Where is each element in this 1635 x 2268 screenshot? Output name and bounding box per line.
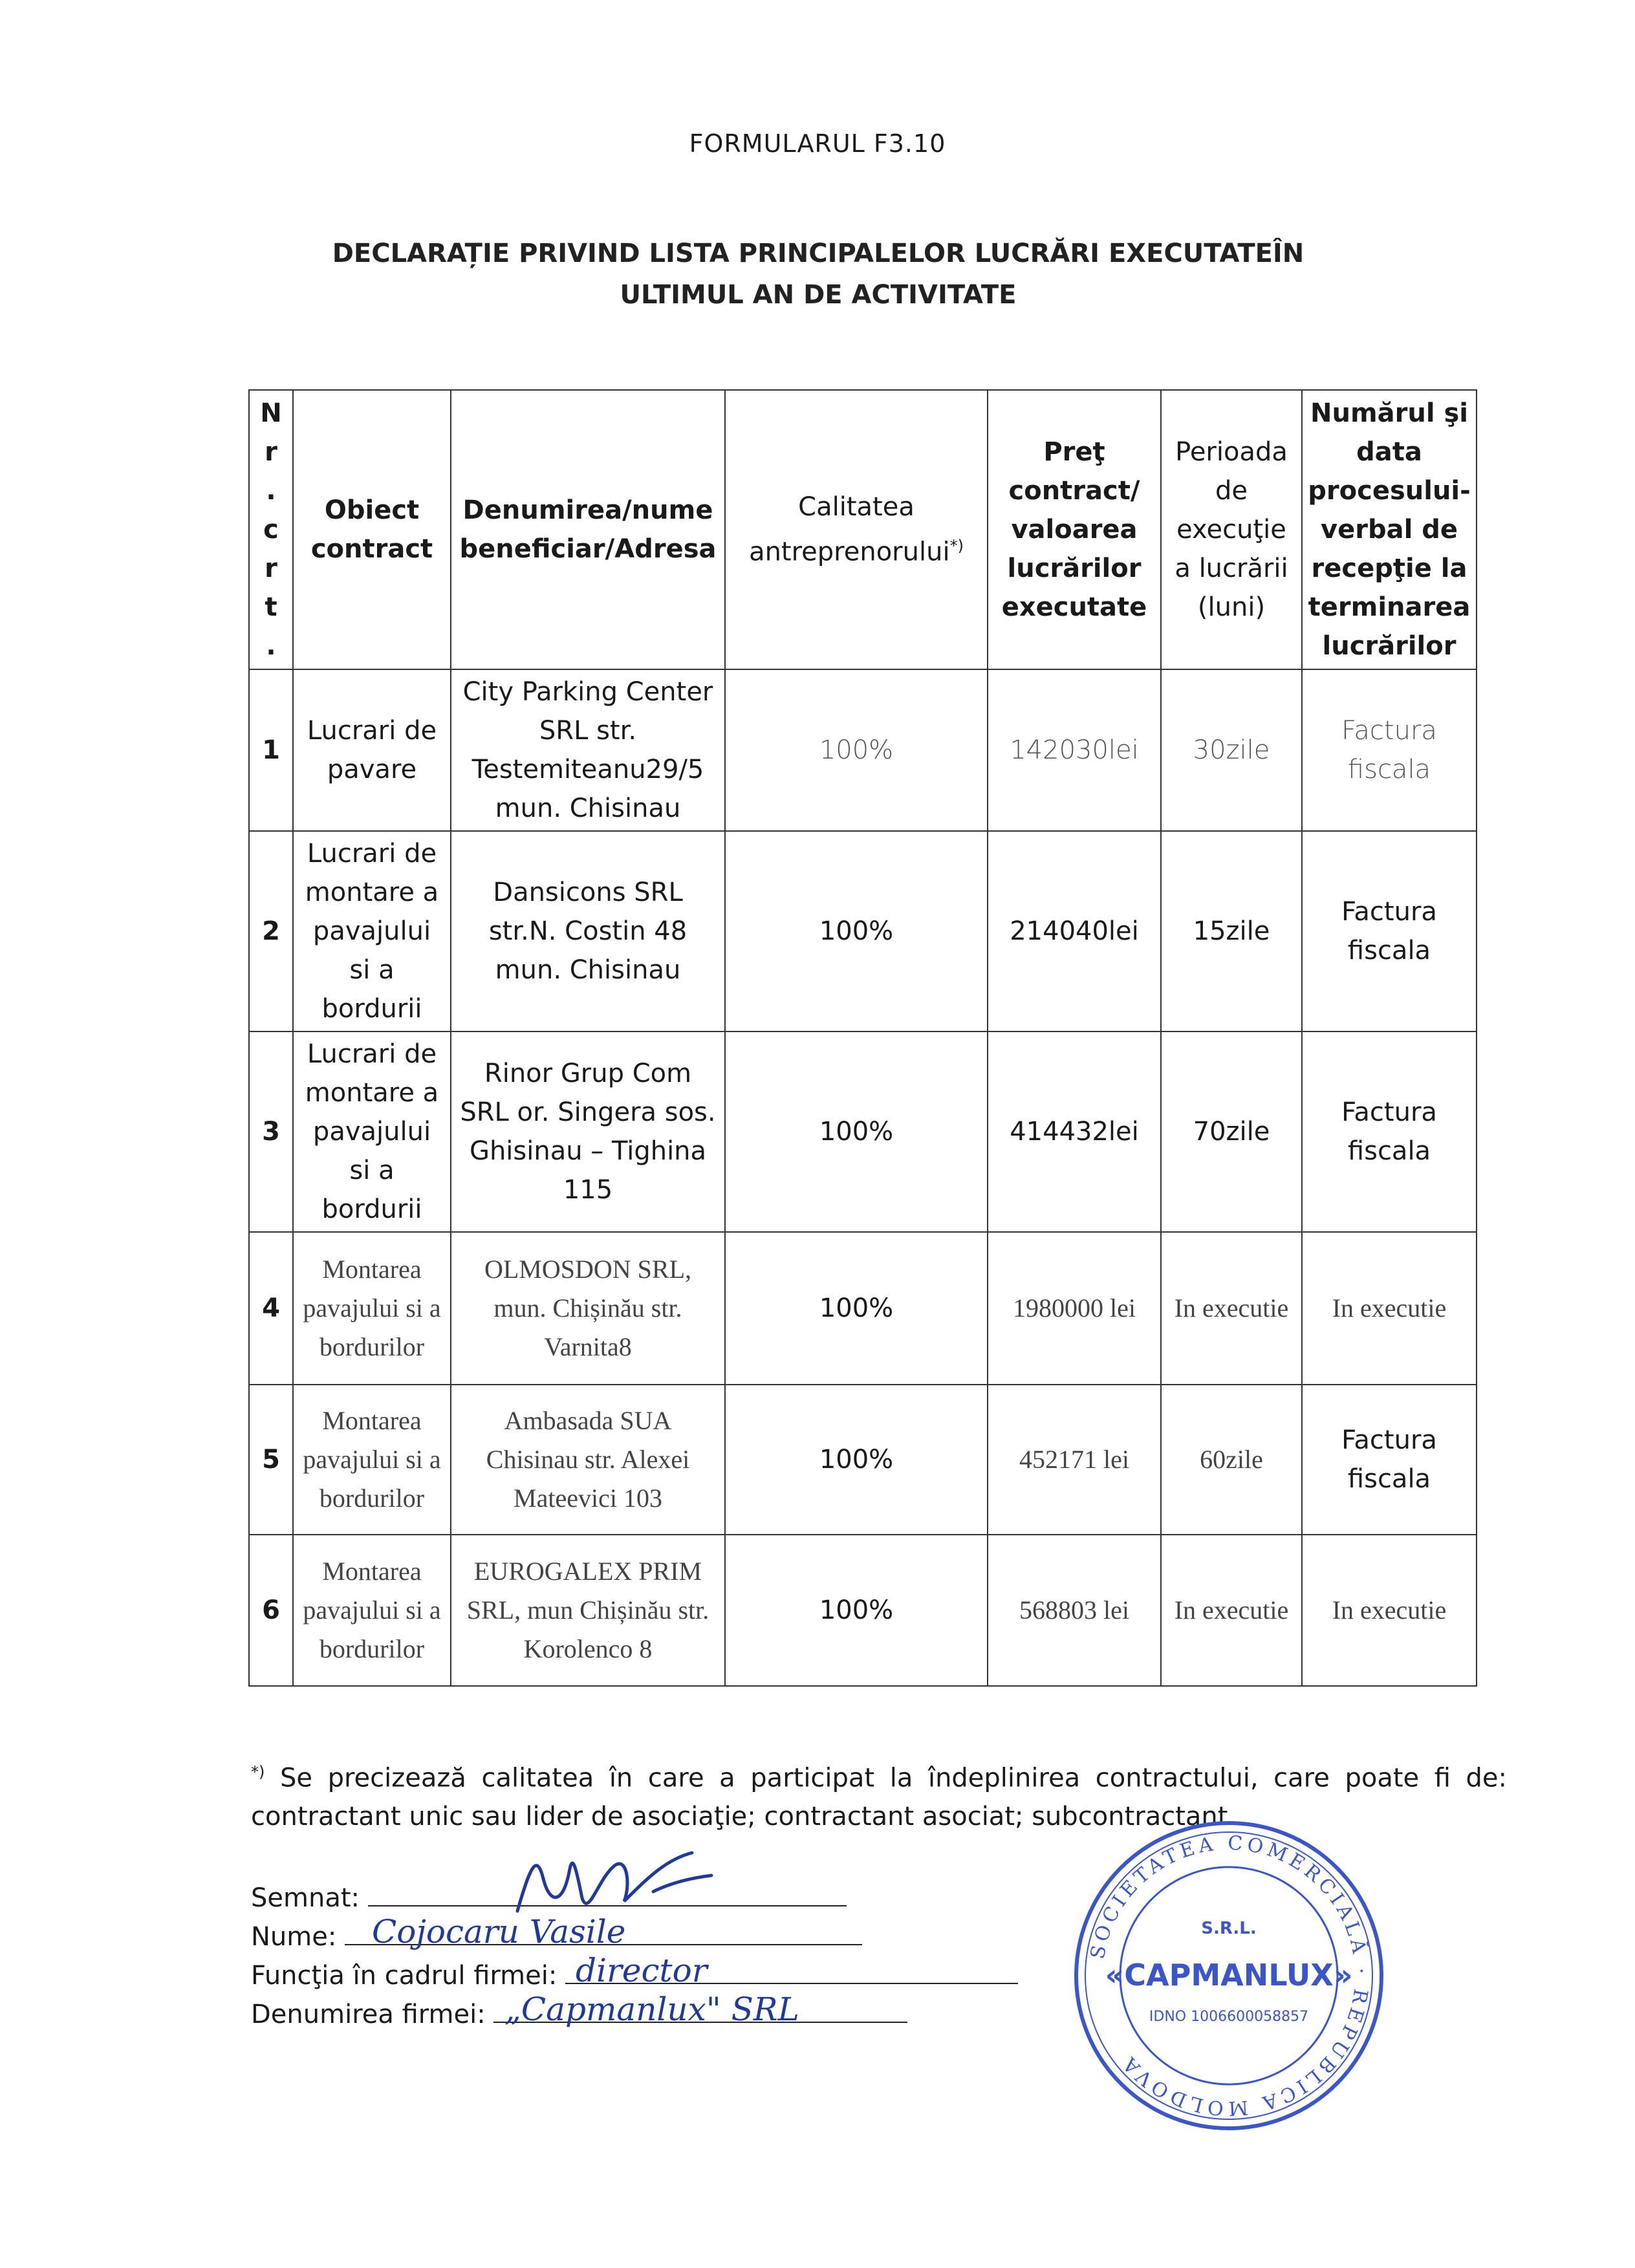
header-object: Obiect contract: [293, 390, 451, 669]
row-price: 1980000 lei: [988, 1232, 1161, 1385]
row-nr: 1: [249, 669, 293, 831]
row-beneficiary: OLMOSDON SRL, mun. Chișinău str. Varnita8: [451, 1232, 725, 1385]
row-quality: 100%: [725, 1232, 988, 1385]
row-price: 142030lei: [988, 669, 1161, 831]
function-handwritten: director: [576, 1952, 708, 1989]
row-quality: 100%: [725, 669, 988, 831]
row-object: Lucrari de montare a pavajului si a bordurii: [293, 831, 451, 1031]
footnote-line-1: Se precizează calitatea în care a participat la îndeplinirea contractului, care poate fi de:: [279, 1763, 1508, 1793]
row-period: In executie: [1161, 1535, 1302, 1686]
row-object: Montarea pavajului si a bordurilor: [293, 1232, 451, 1385]
header-period: Perioada de execuţie a lucrării (luni): [1161, 390, 1302, 669]
row-object: Lucrari de pavare: [293, 669, 451, 831]
row-nr: 5: [249, 1385, 293, 1535]
function-label: Funcţia în cadrul firmei:: [251, 1961, 558, 1991]
table-row: [249, 1031, 1477, 1232]
row-beneficiary: Ambasada SUA Chisinau str. Alexei Mateevici 103: [451, 1385, 725, 1535]
stamp-name: «CAPMANLUX»: [1105, 1958, 1353, 1993]
name-handwritten: Cojocaru Vasile: [372, 1913, 626, 1950]
row-nr: 2: [249, 831, 293, 1031]
row-quality: 100%: [725, 1535, 988, 1686]
row-reception: Factura fiscala: [1302, 669, 1477, 831]
stamp-srl: S.R.L.: [1201, 1919, 1257, 1938]
row-price: 214040lei: [988, 831, 1161, 1031]
header-nr-crt: N r . c r t .: [249, 390, 293, 669]
table-row: [249, 669, 1477, 831]
row-period: 60zile: [1161, 1385, 1302, 1535]
table-row: [249, 1385, 1477, 1535]
row-reception: Factura fiscala: [1302, 1385, 1477, 1535]
name-label: Nume:: [251, 1922, 337, 1952]
form-code: FORMULARUL F3.10: [689, 129, 946, 158]
row-beneficiary: Dansicons SRL str.N. Costin 48 mun. Chisinau: [451, 831, 725, 1031]
row-beneficiary: Rinor Grup Com SRL or. Singera sos. Ghisinau – Tighina 115: [451, 1031, 725, 1232]
table-header-row: [249, 390, 1477, 669]
table-row: [249, 1232, 1477, 1385]
row-period: 30zile: [1161, 669, 1302, 831]
document-title: DECLARAȚIE PRIVIND LISTA PRINCIPALELOR LUCRĂRI EXECUTATEÎN ULTIMUL AN DE ACTIVITATE: [332, 239, 1305, 310]
company-stamp: [1067, 1814, 1391, 2137]
row-period: 70zile: [1161, 1031, 1302, 1232]
company-handwritten: „Capmanlux" SRL: [504, 1991, 799, 2028]
row-reception: Factura fiscala: [1302, 1031, 1477, 1232]
table-row: [249, 831, 1477, 1031]
row-period: 15zile: [1161, 831, 1302, 1031]
table-row: [249, 1535, 1477, 1686]
stamp-idno: IDNO 1006600058857: [1149, 2009, 1309, 2025]
row-reception: In executie: [1302, 1535, 1477, 1686]
row-object: Montarea pavajului si a bordurilor: [293, 1385, 451, 1535]
row-nr: 4: [249, 1232, 293, 1385]
row-beneficiary: EUROGALEX PRIM SRL, mun Chișinău str. Korolenco 8: [451, 1535, 725, 1686]
row-period: In executie: [1161, 1232, 1302, 1385]
row-reception: In executie: [1302, 1232, 1477, 1385]
row-beneficiary: City Parking Center SRL str. Testemiteanu29/5 mun. Chisinau: [451, 669, 725, 831]
row-nr: 6: [249, 1535, 293, 1686]
row-quality: 100%: [725, 1031, 988, 1232]
footnote-line-2: contractant unic sau lider de asociaţie; contractant asociat; subcontractant.: [251, 1802, 1237, 1832]
header-quality: Calitatea antreprenorului*): [725, 390, 988, 669]
row-price: 568803 lei: [988, 1535, 1161, 1686]
row-quality: 100%: [725, 831, 988, 1031]
header-reception: Numărul şi data procesului-verbal de recepţie la terminarea lucrărilor: [1302, 390, 1477, 669]
row-reception: Factura fiscala: [1302, 831, 1477, 1031]
works-table: [248, 389, 1477, 1687]
stamp-ring-text: SOCIETATEA COMERCIALĂ · REPUBLICA MOLDOVA: [1086, 1831, 1373, 2120]
header-beneficiary: Denumirea/nume beneficiar/Adresa: [451, 390, 725, 669]
company-label: Denumirea firmei:: [251, 2000, 486, 2029]
row-object: Lucrari de montare a pavajului si a bordurii: [293, 1031, 451, 1232]
row-nr: 3: [249, 1031, 293, 1232]
row-quality: 100%: [725, 1385, 988, 1535]
footnote-mark: *): [251, 1763, 265, 1781]
row-price: 452171 lei: [988, 1385, 1161, 1535]
header-price: Preţ contract/ valoarea lucrărilor executate: [988, 390, 1161, 669]
signed-label: Semnat:: [251, 1883, 360, 1913]
row-price: 414432lei: [988, 1031, 1161, 1232]
row-object: Montarea pavajului si a bordurilor: [293, 1535, 451, 1686]
